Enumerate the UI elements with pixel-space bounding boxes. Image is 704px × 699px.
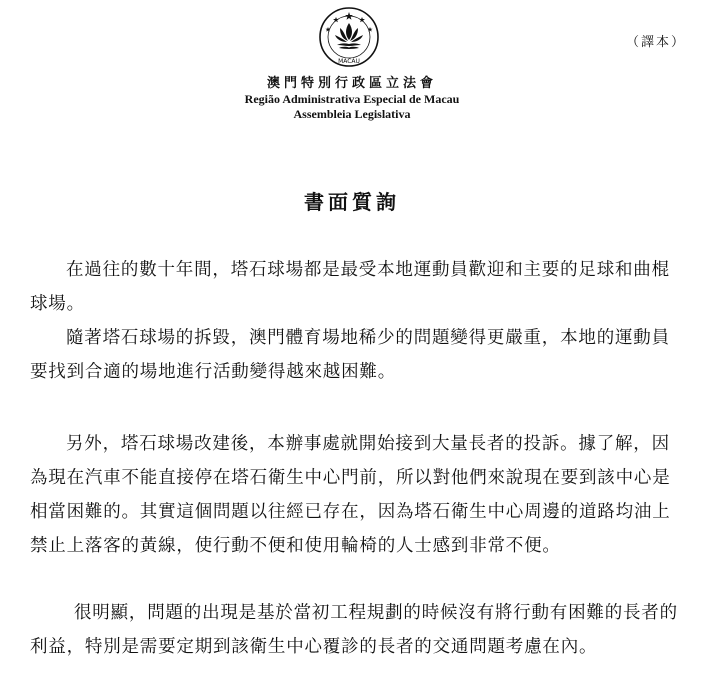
body-block-3 [30, 596, 688, 664]
emblem-text: MACAU [338, 58, 360, 65]
paragraph-3: 另外，塔石球場改建後，本辦事處就開始接到大量長者的投訴。據了解，因為現在汽車不能直接停在塔石衛生中心門前，所以對他們來說現在要到該中心是相當困難的。其實這個問題以往經已存在，因為塔石衛生中心周邊的道路均油上禁止上落客的黃線，使行動不便和使用輪椅的人士感到非常不便。 [30, 434, 671, 556]
organization-header [0, 75, 704, 122]
paragraph-1: 在過往的數十年間，塔石球場都是最受本地運動員歡迎和主要的足球和曲棍球場。 [30, 260, 670, 314]
paragraph-2: 隨著塔石球場的拆毀，澳門體育場地稀少的問題變得更嚴重，本地的運動員要找到合適的場地進行活動變得越來越困難。 [30, 328, 670, 382]
org-name-pt-line2: Assembleia Legislativa [293, 107, 411, 121]
paragraph-4: 很明顯，問題的出現是基於當初工程規劃的時候沒有將行動有困難的長者的利益，特別是需要定期到該衛生中心覆診的長者的交通問題考慮在內。 [30, 603, 678, 657]
org-name-pt-line1: Região Administrativa Especial de Macau [244, 92, 460, 106]
translation-mark: （譯本） [625, 35, 686, 50]
body-block-2 [30, 427, 688, 563]
org-name-zh: 澳門特別行政區立法會 [266, 76, 437, 91]
body-block-1 [30, 253, 688, 389]
macau-emblem-icon [314, 6, 384, 68]
document-title: 書面質詢 [304, 190, 400, 214]
